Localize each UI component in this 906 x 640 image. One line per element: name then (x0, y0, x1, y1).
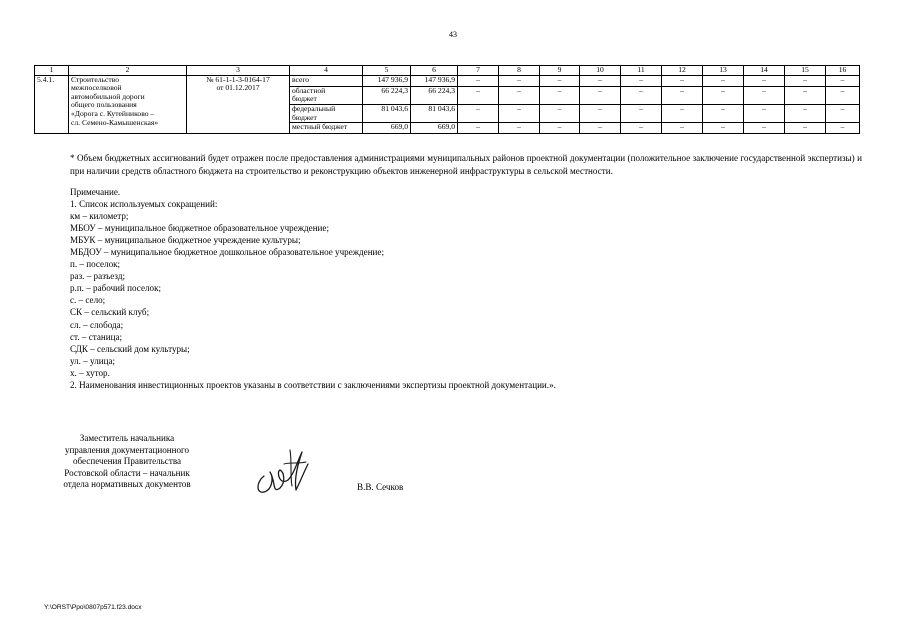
dash-cell: – (744, 123, 785, 134)
dash-cell: – (540, 104, 580, 122)
funding-source-line: федеральный (292, 104, 336, 113)
dash-cell: – (580, 104, 621, 122)
notes-title: Примечание. (70, 187, 121, 197)
dash-cell: – (458, 123, 499, 134)
dash-cell: – (785, 104, 826, 122)
position-line: Заместитель начальника (79, 433, 175, 443)
project-name-line: сл. Семено-Камышенская» (71, 117, 159, 127)
amount-cell: 66 224,3 (363, 86, 411, 104)
dash-cell: – (703, 86, 744, 104)
budget-table (34, 65, 860, 134)
expertise-date: от 01.12.2017 (216, 83, 260, 93)
dash-cell: – (826, 104, 860, 122)
header-cell: 8 (499, 66, 540, 76)
note-line: МБДОУ – муниципальное бюджетное дошкольное образовательное учреждение; (70, 247, 384, 258)
dash-cell: – (662, 86, 703, 104)
header-cell: 11 (621, 66, 662, 76)
note-line: 2. Наименования инвестиционных проектов указаны в соответствии с заключениями экспертизы проектной документации.». (70, 379, 556, 390)
dash-cell: – (580, 123, 621, 134)
note-line: МБОУ – муниципальное бюджетное образовательное учреждение; (70, 223, 329, 234)
table-row (35, 75, 860, 86)
dash-cell: – (621, 123, 662, 134)
project-name-line: «Дорога с. Кутейниково – (71, 108, 155, 118)
funding-source (290, 104, 363, 122)
dash-cell: – (826, 123, 860, 134)
header-cell: 13 (703, 66, 744, 76)
expertise-conclusion (187, 75, 290, 134)
note-line: СДК – сельский дом культуры; (70, 343, 190, 354)
dash-cell: – (662, 123, 703, 134)
dash-cell: – (744, 104, 785, 122)
position-line: отдела нормативных документов (63, 479, 191, 490)
dash-cell: – (785, 86, 826, 104)
project-name (69, 75, 187, 134)
signatory-name: В.В. Сечков (357, 482, 404, 492)
note-line: раз. – разъезд; (70, 271, 125, 282)
header-cell: 16 (826, 66, 860, 76)
dash-cell: – (662, 104, 703, 122)
dash-cell: – (621, 86, 662, 104)
amount-cell: 669,0 (363, 123, 411, 134)
dash-cell: – (499, 86, 540, 104)
dash-cell: – (499, 123, 540, 134)
amount-cell: 669,0 (411, 123, 458, 134)
dash-cell: – (580, 75, 621, 86)
note-line: п. – поселок; (70, 259, 121, 270)
dash-cell: – (744, 86, 785, 104)
dash-cell: – (703, 104, 744, 122)
header-cell: 5 (363, 66, 411, 76)
note-line: ст. – станица; (70, 331, 123, 342)
header-cell: 10 (580, 66, 621, 76)
dash-cell: – (458, 104, 499, 122)
dash-cell: – (540, 123, 580, 134)
project-name-line: общего пользования (71, 100, 137, 110)
funding-source-line: областной (292, 86, 326, 95)
note-line: сл. – слобода; (70, 319, 124, 330)
header-cell: 1 (35, 66, 69, 76)
row-number: 5.4.1. (35, 75, 69, 134)
project-name-line: Строительство (71, 75, 119, 84)
project-name-line: автомобильной дороги (71, 91, 145, 101)
header-cell: 7 (458, 66, 499, 76)
note-line: р.п. – рабочий поселок; (70, 283, 162, 294)
funding-source-line: бюджет (292, 94, 317, 104)
dash-cell: – (621, 104, 662, 122)
amount-cell: 147 936,9 (363, 75, 411, 86)
dash-cell: – (499, 75, 540, 86)
file-path: Y:\ORST\Ppo\0807p571.f23.docx (44, 604, 142, 611)
dash-cell: – (621, 75, 662, 86)
dash-cell: – (499, 104, 540, 122)
dash-cell: – (785, 123, 826, 134)
note-line: ул. – улица; (70, 355, 116, 366)
handwritten-signature (250, 442, 312, 502)
funding-source (290, 86, 363, 104)
notes-section (70, 186, 850, 391)
project-name-line: межпоселковой (71, 83, 122, 93)
page-number: 43 (449, 30, 457, 39)
header-cell: 15 (785, 66, 826, 76)
dash-cell: – (540, 75, 580, 86)
note-line: с. – село; (70, 295, 106, 306)
amount-cell: 81 043,6 (411, 104, 458, 122)
dash-cell: – (703, 123, 744, 134)
table-header-row (35, 66, 860, 76)
funding-source: местный бюджет (290, 123, 363, 134)
funding-source-line: бюджет (292, 112, 317, 122)
note-line: 1. Список используемых сокращений: (70, 199, 218, 210)
note-line: СК – сельский клуб; (70, 307, 150, 318)
header-cell: 3 (187, 66, 290, 76)
header-cell: 4 (290, 66, 363, 76)
footnote: * Объем бюджетных ассигнований будет отражен после предоставления администрациями муниципальных районов проектной документации (положительное заключение государственной экспертизы) и при наличии средств областного бюджета на строительство и реконструкцию объектов инженерной инфраструктуры в сельской местности. (70, 153, 862, 176)
dash-cell: – (826, 86, 860, 104)
dash-cell: – (703, 75, 744, 86)
dash-cell: – (744, 75, 785, 86)
header-cell: 9 (540, 66, 580, 76)
header-cell: 2 (69, 66, 187, 76)
position-line: управления документационного (64, 444, 190, 455)
funding-source: всего (290, 75, 363, 86)
amount-cell: 66 224,3 (411, 86, 458, 104)
position-line: Ростовской области – начальник (64, 467, 190, 478)
dash-cell: – (580, 86, 621, 104)
amount-cell: 81 043,6 (363, 104, 411, 122)
expertise-number: № 61-1-1-3-0164-17 (206, 75, 270, 84)
dash-cell: – (826, 75, 860, 86)
note-line: км – километр; (70, 211, 129, 222)
dash-cell: – (785, 75, 826, 86)
note-line: х. – хутор. (70, 367, 110, 378)
dash-cell: – (540, 86, 580, 104)
position-line: обеспечения Правительства (72, 456, 182, 467)
signatory-position (46, 433, 208, 491)
amount-cell: 147 936,9 (411, 75, 458, 86)
dash-cell: – (458, 75, 499, 86)
note-line: МБУК – муниципальное бюджетное учреждение культуры; (70, 235, 301, 246)
dash-cell: – (662, 75, 703, 86)
dash-cell: – (458, 86, 499, 104)
header-cell: 14 (744, 66, 785, 76)
header-cell: 12 (662, 66, 703, 76)
header-cell: 6 (411, 66, 458, 76)
